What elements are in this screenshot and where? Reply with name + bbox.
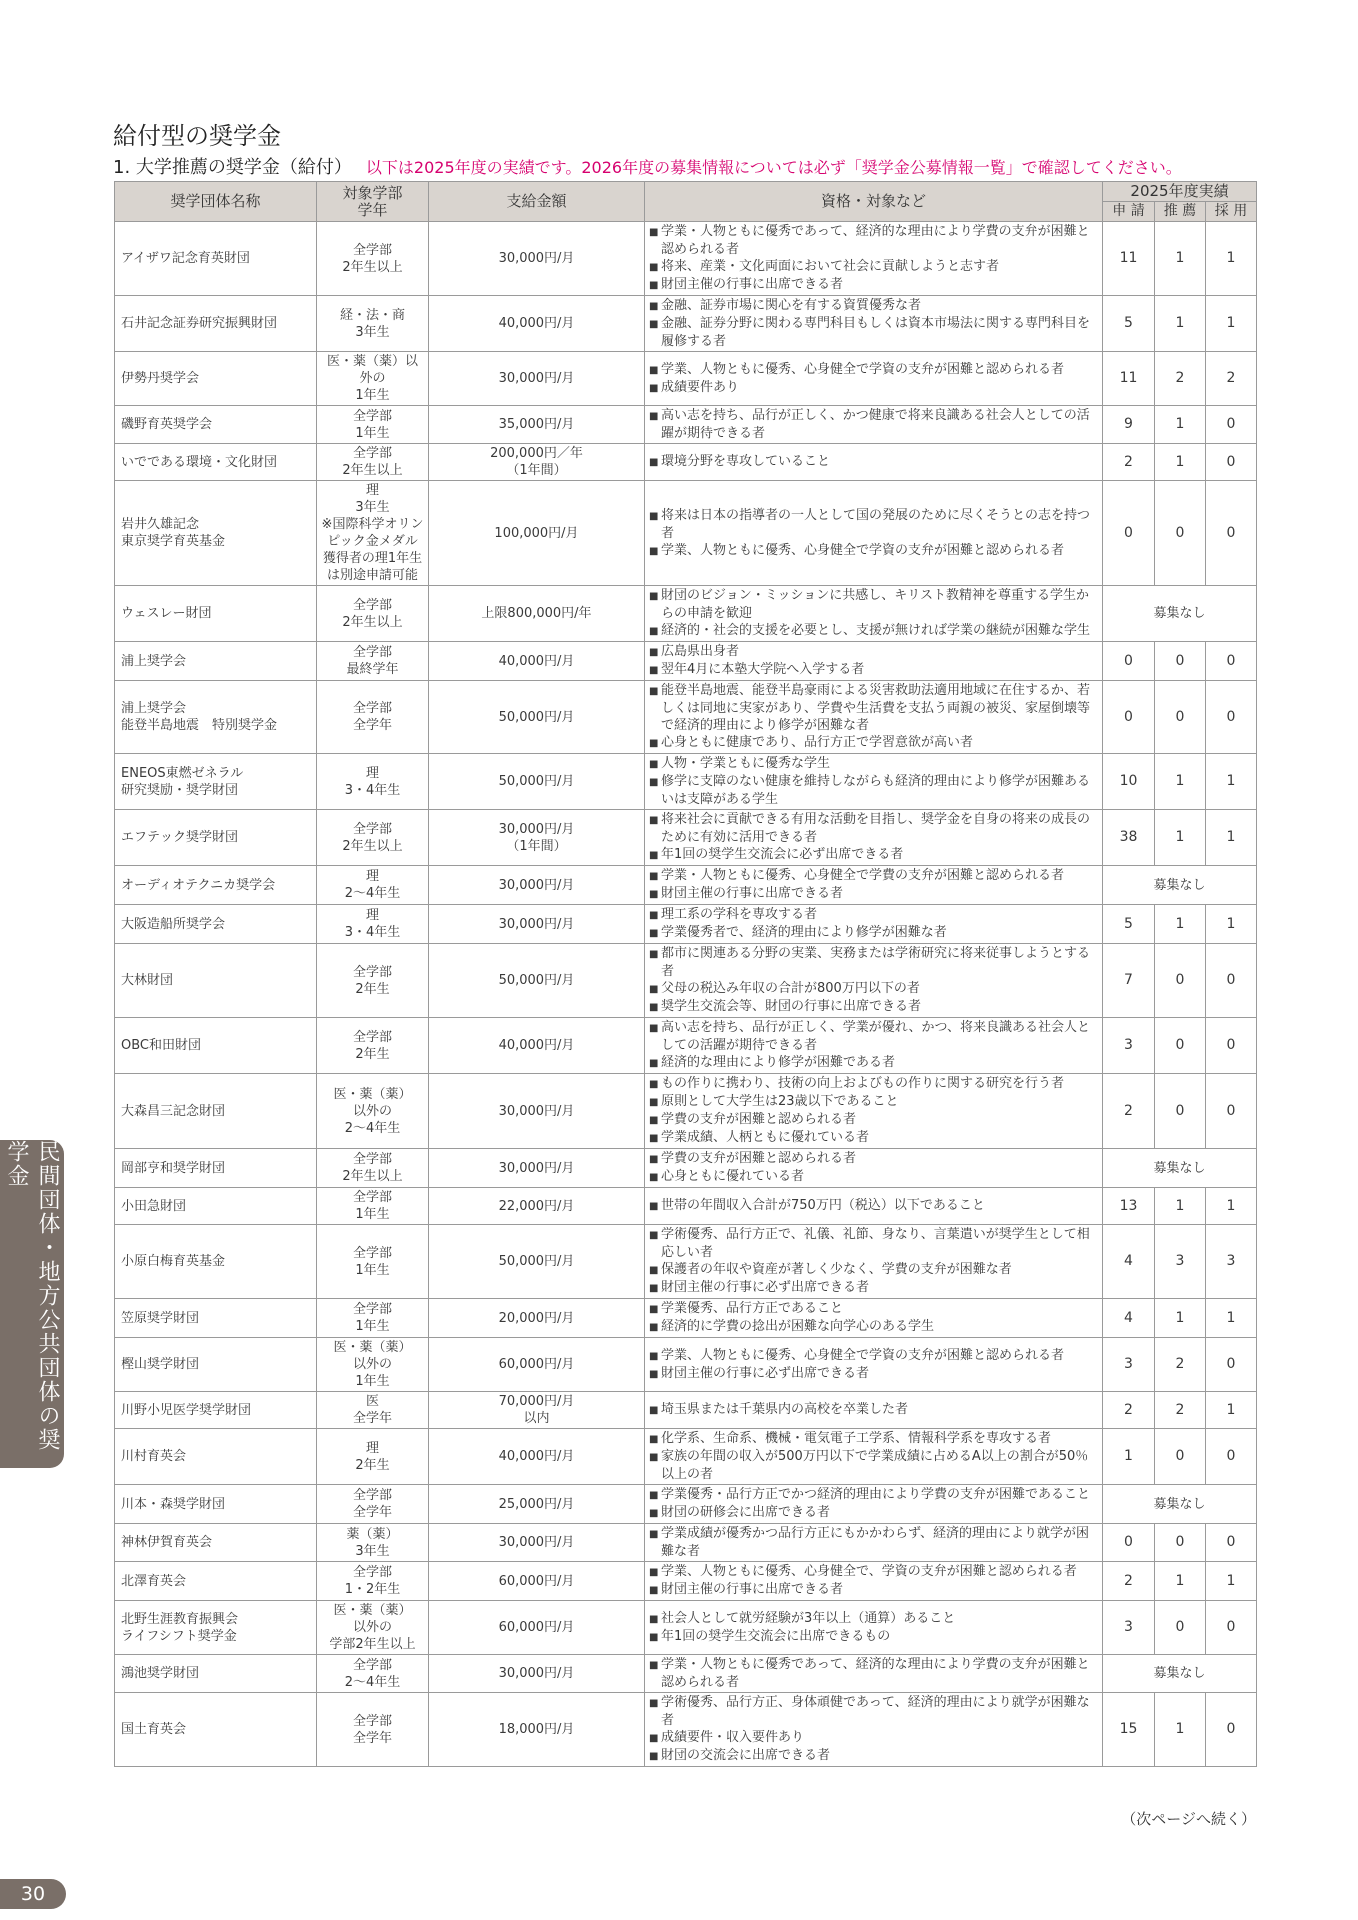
table-row (115, 1338, 1257, 1392)
table-row (115, 1074, 1257, 1149)
qualification-item: ■ 環境分野を専攻していること (649, 453, 1098, 471)
scholarship-table (114, 181, 1257, 1767)
qualification-item: ■ 社会人として就労経験が3年以上（通算）あること (649, 1610, 1098, 1628)
table-row (115, 1392, 1257, 1429)
no-recruitment: 募集なし (1103, 866, 1257, 905)
adopted-count: 1 (1206, 1562, 1257, 1601)
target-faculty-year: 理 3年生 ※国際科学オリン ピック金メダル 獲得者の理1年生 は別途申請可能 (317, 481, 429, 586)
qualification-item: ■ 広島県出身者 (649, 643, 1098, 661)
qualification-cell (645, 1524, 1103, 1562)
qualification-item: ■ もの作りに携わり、技術の向上およびもの作りに関する研究を行う者 (649, 1075, 1098, 1093)
payment-amount: 上限800,000円/年 (429, 586, 645, 642)
recommended-count: 0 (1155, 1074, 1206, 1149)
qualification-item: ■ 将来社会に貢献できる有用な活動を目指し、奨学金を自身の将来の成長のために有効に活用できる者 (649, 811, 1098, 846)
qualification-item: ■ 学術優秀、品行方正、身体頑健であって、経済的理由により就学が困難な者 (649, 1694, 1098, 1729)
applied-count: 0 (1103, 481, 1155, 586)
qualification-item: ■ 心身ともに優れている者 (649, 1168, 1098, 1186)
applied-count: 9 (1103, 406, 1155, 444)
applied-count: 3 (1103, 1338, 1155, 1392)
table-row (115, 754, 1257, 810)
recommended-count: 1 (1155, 406, 1206, 444)
continue-note: （次ページへ続く） (1121, 1810, 1256, 1828)
qualification-item: ■ 修学に支障のない健康を維持しながらも経済的理由により修学が困難あるいは支障がある学生 (649, 773, 1098, 808)
adopted-count: 1 (1206, 810, 1257, 866)
recommended-count: 0 (1155, 1018, 1206, 1074)
no-recruitment: 募集なし (1103, 1485, 1257, 1524)
qualification-item: ■ 学業成績が優秀かつ品行方正にもかかわらず、経済的理由により就学が困難な者 (649, 1525, 1098, 1560)
qualification-item: ■ 学業優秀・品行方正でかつ経済的理由により学費の支弁が困難であること (649, 1486, 1098, 1504)
section-note: 以下は2025年度の実績です。2026年度の募集情報については必ず「奨学金公募情報一覧」で確認してください。 (365, 158, 1182, 177)
no-recruitment: 募集なし (1103, 586, 1257, 642)
table-row (115, 1018, 1257, 1074)
recommended-count: 2 (1155, 1392, 1206, 1429)
table-row (115, 1655, 1257, 1693)
header-apply: 申 請 (1103, 202, 1155, 222)
qualification-cell (645, 1655, 1103, 1693)
target-faculty-year: 全学部 2年生 (317, 1018, 429, 1074)
applied-count: 0 (1103, 1524, 1155, 1562)
payment-amount: 60,000円/月 (429, 1601, 645, 1655)
recommended-count: 0 (1155, 1524, 1206, 1562)
recommended-count: 0 (1155, 642, 1206, 681)
payment-amount: 22,000円/月 (429, 1188, 645, 1225)
qualification-item: ■ 金融、証券分野に関わる専門科目もしくは資本市場法に関する専門科目を履修する者 (649, 315, 1098, 350)
target-faculty-year: 理 3・4年生 (317, 754, 429, 810)
table-row (115, 810, 1257, 866)
qualification-item: ■ 原則として大学生は23歳以下であること (649, 1093, 1098, 1111)
payment-amount: 20,000円/月 (429, 1299, 645, 1338)
adopted-count: 0 (1206, 1693, 1257, 1767)
applied-count: 4 (1103, 1299, 1155, 1338)
target-faculty-year: 全学部 2年生 (317, 944, 429, 1018)
scholarship-name: 伊勢丹奨学会 (115, 352, 317, 406)
adopted-count: 1 (1206, 905, 1257, 944)
scholarship-name: 大林財団 (115, 944, 317, 1018)
applied-count: 3 (1103, 1601, 1155, 1655)
payment-amount: 40,000円/月 (429, 296, 645, 352)
qualification-item: ■ 埼玉県または千葉県内の高校を卒業した者 (649, 1401, 1098, 1419)
qualification-item: ■ 学術優秀、品行方正で、礼儀、礼節、身なり、言葉遣いが奨学生として相応しい者 (649, 1226, 1098, 1261)
applied-count: 10 (1103, 754, 1155, 810)
qualification-item: ■ 学業・人物ともに優秀であって、経済的な理由により学費の支弁が困難と認められる者 (649, 223, 1098, 258)
target-faculty-year: 理 2～4年生 (317, 866, 429, 905)
recommended-count: 1 (1155, 1693, 1206, 1767)
table-row (115, 352, 1257, 406)
table-row (115, 905, 1257, 944)
table-row (115, 1225, 1257, 1299)
page-number: 30 (0, 1879, 66, 1909)
target-faculty-year: 理 2年生 (317, 1429, 429, 1485)
qualification-item: ■ 成績要件あり (649, 379, 1098, 397)
scholarship-name: 川野小児医学奨学財団 (115, 1392, 317, 1429)
qualification-cell (645, 1225, 1103, 1299)
target-faculty-year: 全学部 2年生以上 (317, 810, 429, 866)
scholarship-name: 大阪造船所奨学会 (115, 905, 317, 944)
qualification-item: ■ 高い志を持ち、品行が正しく、学業が優れ、かつ、将来良識ある社会人としての活躍が期待できる者 (649, 1019, 1098, 1054)
target-faculty-year: 全学部 2年生以上 (317, 586, 429, 642)
target-faculty-year: 全学部 1年生 (317, 406, 429, 444)
qualification-item: ■ 経済的・社会的支援を必要とし、支援が無ければ学業の継続が困難な学生 (649, 622, 1098, 640)
table-row (115, 586, 1257, 642)
qualification-cell (645, 481, 1103, 586)
target-faculty-year: 全学部 1年生 (317, 1225, 429, 1299)
target-faculty-year: 全学部 2～4年生 (317, 1655, 429, 1693)
applied-count: 2 (1103, 1392, 1155, 1429)
table-row (115, 1299, 1257, 1338)
adopted-count: 1 (1206, 1188, 1257, 1225)
qualification-item: ■ 学費の支弁が困難と認められる者 (649, 1150, 1098, 1168)
scholarship-name: 小原白梅育英基金 (115, 1225, 317, 1299)
payment-amount: 30,000円/月 (429, 352, 645, 406)
table-row (115, 681, 1257, 754)
applied-count: 7 (1103, 944, 1155, 1018)
adopted-count: 0 (1206, 1601, 1257, 1655)
applied-count: 0 (1103, 642, 1155, 681)
qualification-item: ■ 化学系、生命系、機械・電気電子工学系、情報科学系を専攻する者 (649, 1430, 1098, 1448)
scholarship-name: OBC和田財団 (115, 1018, 317, 1074)
scholarship-name: 浦上奨学会 能登半島地震 特別奨学金 (115, 681, 317, 754)
qualification-item: ■ 翌年4月に本塾大学院へ入学する者 (649, 661, 1098, 679)
scholarship-name: 岡部亨和奨学財団 (115, 1149, 317, 1188)
adopted-count: 0 (1206, 642, 1257, 681)
qualification-cell (645, 296, 1103, 352)
scholarship-name: ENEOS東燃ゼネラル 研究奨励・奨学財団 (115, 754, 317, 810)
qualification-cell (645, 352, 1103, 406)
scholarship-name: 浦上奨学会 (115, 642, 317, 681)
qualification-cell (645, 1074, 1103, 1149)
recommended-count: 2 (1155, 352, 1206, 406)
qualification-cell (645, 444, 1103, 481)
scholarship-name: 磯野育英奨学会 (115, 406, 317, 444)
target-faculty-year: 全学部 1年生 (317, 1299, 429, 1338)
adopted-count: 0 (1206, 481, 1257, 586)
table-row (115, 1562, 1257, 1601)
qualification-item: ■ 経済的な理由により修学が困難である者 (649, 1054, 1098, 1072)
scholarship-name: 石井記念証券研究振興財団 (115, 296, 317, 352)
qualification-item: ■ 財団主催の行事に出席できる者 (649, 885, 1098, 903)
table-row (115, 1524, 1257, 1562)
adopted-count: 0 (1206, 1018, 1257, 1074)
target-faculty-year: 医・薬（薬） 以外の 学部2年生以上 (317, 1601, 429, 1655)
payment-amount: 50,000円/月 (429, 681, 645, 754)
qualification-item: ■ 財団主催の行事に出席できる者 (649, 276, 1098, 294)
payment-amount: 40,000円/月 (429, 1429, 645, 1485)
payment-amount: 50,000円/月 (429, 754, 645, 810)
recommended-count: 1 (1155, 810, 1206, 866)
qualification-item: ■ 将来、産業・文化両面において社会に貢献しようと志す者 (649, 258, 1098, 276)
recommended-count: 0 (1155, 681, 1206, 754)
no-recruitment: 募集なし (1103, 1655, 1257, 1693)
recommended-count: 0 (1155, 944, 1206, 1018)
qualification-item: ■ 財団のビジョン・ミッションに共感し、キリスト教精神を尊重する学生からの申請を歓迎 (649, 587, 1098, 622)
payment-amount: 60,000円/月 (429, 1338, 645, 1392)
target-faculty-year: 全学部 全学年 (317, 681, 429, 754)
scholarship-name: 北澤育英会 (115, 1562, 317, 1601)
side-category-tab (0, 1140, 64, 1468)
recommended-count: 2 (1155, 1338, 1206, 1392)
table-row (115, 1601, 1257, 1655)
applied-count: 3 (1103, 1018, 1155, 1074)
scholarship-name: 川村育英会 (115, 1429, 317, 1485)
payment-amount: 30,000円/月 (429, 222, 645, 296)
qualification-item: ■ 学業優秀、品行方正であること (649, 1300, 1098, 1318)
adopted-count: 0 (1206, 681, 1257, 754)
target-faculty-year: 理 3・4年生 (317, 905, 429, 944)
adopted-count: 1 (1206, 1299, 1257, 1338)
no-recruitment: 募集なし (1103, 1149, 1257, 1188)
qualification-item: ■ 経済的に学費の捻出が困難な向学心のある学生 (649, 1318, 1098, 1336)
recommended-count: 0 (1155, 1429, 1206, 1485)
section-title: 1. 大学推薦の奨学金（給付） (113, 157, 352, 178)
recommended-count: 1 (1155, 1188, 1206, 1225)
applied-count: 4 (1103, 1225, 1155, 1299)
qualification-item: ■ 世帯の年間収入合計が750万円（税込）以下であること (649, 1197, 1098, 1215)
scholarship-name: 笠原奨学財団 (115, 1299, 317, 1338)
qualification-item: ■ 将来は日本の指導者の一人として国の発展のために尽くそうとの志を持つ者 (649, 507, 1098, 542)
payment-amount: 18,000円/月 (429, 1693, 645, 1767)
applied-count: 2 (1103, 444, 1155, 481)
applied-count: 1 (1103, 1429, 1155, 1485)
adopted-count: 1 (1206, 222, 1257, 296)
qualification-item: ■ 学費の支弁が困難と認められる者 (649, 1111, 1098, 1129)
target-faculty-year: 全学部 2年生以上 (317, 1149, 429, 1188)
qualification-item: ■ 財団の研修会に出席できる者 (649, 1504, 1098, 1522)
adopted-count: 0 (1206, 406, 1257, 444)
payment-amount: 25,000円/月 (429, 1485, 645, 1524)
qualification-cell (645, 681, 1103, 754)
qualification-cell (645, 810, 1103, 866)
table-row (115, 481, 1257, 586)
applied-count: 5 (1103, 296, 1155, 352)
scholarship-name: 国土育英会 (115, 1693, 317, 1767)
qualification-item: ■ 都市に関連ある分野の実業、実務または学術研究に将来従事しようとする者 (649, 945, 1098, 980)
adopted-count: 0 (1206, 444, 1257, 481)
table-row (115, 296, 1257, 352)
table-row (115, 642, 1257, 681)
adopted-count: 0 (1206, 1429, 1257, 1485)
applied-count: 2 (1103, 1074, 1155, 1149)
table-row (115, 866, 1257, 905)
target-faculty-year: 全学部 最終学年 (317, 642, 429, 681)
qualification-item: ■ 年1回の奨学生交流会に必ず出席できる者 (649, 846, 1098, 864)
scholarship-name: 小田急財団 (115, 1188, 317, 1225)
qualification-cell (645, 1149, 1103, 1188)
recommended-count: 0 (1155, 481, 1206, 586)
target-faculty-year: 全学部 2年生以上 (317, 444, 429, 481)
qualification-item: ■ 能登半島地震、能登半島豪雨による災害救助法適用地域に在住するか、若しくは同地に実家があり、学費や生活費を支払う両親の被災、家屋倒壊等で経済的理由により修学が困難な者 (649, 682, 1098, 734)
qualification-item: ■ 財団主催の行事に出席できる者 (649, 1581, 1098, 1599)
payment-amount: 30,000円/月 (429, 866, 645, 905)
target-faculty-year: 全学部 1・2年生 (317, 1562, 429, 1601)
payment-amount: 60,000円/月 (429, 1562, 645, 1601)
qualification-item: ■ 財団主催の行事に必ず出席できる者 (649, 1279, 1098, 1297)
scholarship-name: 北野生涯教育振興会 ライフシフト奨学金 (115, 1601, 317, 1655)
qualification-item: ■ 金融、証券市場に関心を有する資質優秀な者 (649, 297, 1098, 315)
payment-amount: 35,000円/月 (429, 406, 645, 444)
applied-count: 15 (1103, 1693, 1155, 1767)
scholarship-name: オーディオテクニカ奨学会 (115, 866, 317, 905)
qualification-item: ■ 理工系の学科を専攻する者 (649, 906, 1098, 924)
adopted-count: 1 (1206, 754, 1257, 810)
qualification-cell (645, 642, 1103, 681)
applied-count: 11 (1103, 222, 1155, 296)
target-faculty-year: 医・薬（薬） 以外の 2～4年生 (317, 1074, 429, 1149)
qualification-item: ■ 奨学生交流会等、財団の行事に出席できる者 (649, 998, 1098, 1016)
qualification-item: ■ 心身ともに健康であり、品行方正で学習意欲が高い者 (649, 734, 1098, 752)
payment-amount: 40,000円/月 (429, 1018, 645, 1074)
qualification-cell (645, 866, 1103, 905)
recommended-count: 1 (1155, 222, 1206, 296)
header-results: 2025年度実績 (1103, 182, 1257, 202)
qualification-item: ■ 家族の年間の収入が500万円以下で学業成績に占めるA以上の割合が50％以上の者 (649, 1448, 1098, 1483)
payment-amount: 50,000円/月 (429, 944, 645, 1018)
qualification-item: ■ 学業、人物ともに優秀、心身健全で学資の支弁が困難と認められる者 (649, 361, 1098, 379)
payment-amount: 40,000円/月 (429, 642, 645, 681)
header-qualification: 資格・対象など (645, 182, 1103, 222)
header-target: 対象学部 学年 (317, 182, 429, 222)
adopted-count: 3 (1206, 1225, 1257, 1299)
qualification-item: ■ 学業優秀者で、経済的理由により修学が困難な者 (649, 924, 1098, 942)
scholarship-name: 川本・森奨学財団 (115, 1485, 317, 1524)
qualification-item: ■ 高い志を持ち、品行が正しく、かつ健康で将来良識ある社会人としての活躍が期待できる者 (649, 407, 1098, 442)
qualification-item: ■ 学業、人物ともに優秀、心身健全で学資の支弁が困難と認められる者 (649, 1347, 1098, 1365)
qualification-cell (645, 1338, 1103, 1392)
qualification-item: ■ 財団主催の行事に必ず出席できる者 (649, 1365, 1098, 1383)
qualification-item: ■ 財団の交流会に出席できる者 (649, 1747, 1098, 1765)
payment-amount: 30,000円/月 (429, 1149, 645, 1188)
qualification-cell (645, 586, 1103, 642)
payment-amount: 50,000円/月 (429, 1225, 645, 1299)
table-row (115, 944, 1257, 1018)
table-row (115, 444, 1257, 481)
adopted-count: 0 (1206, 944, 1257, 1018)
table-row (115, 1149, 1257, 1188)
target-faculty-year: 医 全学年 (317, 1392, 429, 1429)
applied-count: 0 (1103, 681, 1155, 754)
qualification-item: ■ 成績要件・収入要件あり (649, 1729, 1098, 1747)
recommended-count: 1 (1155, 1299, 1206, 1338)
table-row (115, 406, 1257, 444)
qualification-cell (645, 1693, 1103, 1767)
qualification-cell (645, 1392, 1103, 1429)
qualification-cell (645, 406, 1103, 444)
table-row (115, 1693, 1257, 1767)
table-header-row (115, 182, 1257, 202)
payment-amount: 70,000円/月 以内 (429, 1392, 645, 1429)
target-faculty-year: 医・薬（薬）以外の 1年生 (317, 352, 429, 406)
adopted-count: 2 (1206, 352, 1257, 406)
qualification-cell (645, 1485, 1103, 1524)
recommended-count: 1 (1155, 905, 1206, 944)
scholarship-name: 大森昌三記念財団 (115, 1074, 317, 1149)
qualification-item: ■ 学業・人物ともに優秀、心身健全で学費の支弁が困難と認められる者 (649, 867, 1098, 885)
payment-amount: 30,000円/月 (429, 1655, 645, 1693)
qualification-cell (645, 754, 1103, 810)
header-amount: 支給金額 (429, 182, 645, 222)
table-row (115, 1485, 1257, 1524)
applied-count: 5 (1103, 905, 1155, 944)
header-adopt: 採 用 (1206, 202, 1257, 222)
table-row (115, 1188, 1257, 1225)
recommended-count: 1 (1155, 444, 1206, 481)
payment-amount: 30,000円/月 （1年間） (429, 810, 645, 866)
recommended-count: 1 (1155, 1562, 1206, 1601)
applied-count: 13 (1103, 1188, 1155, 1225)
target-faculty-year: 全学部 全学年 (317, 1485, 429, 1524)
qualification-cell (645, 1299, 1103, 1338)
recommended-count: 1 (1155, 754, 1206, 810)
qualification-cell (645, 222, 1103, 296)
scholarship-name: エフテック奨学財団 (115, 810, 317, 866)
qualification-item: ■ 学業成績、人柄ともに優れている者 (649, 1129, 1098, 1147)
table-body (115, 222, 1257, 1767)
qualification-cell (645, 1601, 1103, 1655)
adopted-count: 0 (1206, 1074, 1257, 1149)
page-title: 給付型の奨学金 (113, 122, 281, 150)
target-faculty-year: 経・法・商 3年生 (317, 296, 429, 352)
target-faculty-year: 全学部 2年生以上 (317, 222, 429, 296)
target-faculty-year: 薬（薬） 3年生 (317, 1524, 429, 1562)
applied-count: 11 (1103, 352, 1155, 406)
qualification-cell (645, 1429, 1103, 1485)
recommended-count: 3 (1155, 1225, 1206, 1299)
payment-amount: 30,000円/月 (429, 1074, 645, 1149)
scholarship-name: 神林伊賀育英会 (115, 1524, 317, 1562)
adopted-count: 0 (1206, 1524, 1257, 1562)
adopted-count: 1 (1206, 296, 1257, 352)
qualification-cell (645, 1188, 1103, 1225)
qualification-item: ■ 人物・学業ともに優秀な学生 (649, 755, 1098, 773)
qualification-cell (645, 1018, 1103, 1074)
scholarship-name: ウェスレー財団 (115, 586, 317, 642)
adopted-count: 0 (1206, 1338, 1257, 1392)
section-heading (113, 153, 1182, 179)
qualification-item: ■ 保護者の年収や資産が著しく少なく、学費の支弁が困難な者 (649, 1261, 1098, 1279)
scholarship-name: いでである環境・文化財団 (115, 444, 317, 481)
qualification-item: ■ 学業、人物ともに優秀、心身健全で、学資の支弁が困難と認められる者 (649, 1563, 1098, 1581)
qualification-cell (645, 905, 1103, 944)
qualification-item: ■ 学業・人物ともに優秀であって、経済的な理由により学費の支弁が困難と認められる者 (649, 1656, 1098, 1691)
qualification-item: ■ 年1回の奨学生交流会に出席できるもの (649, 1628, 1098, 1646)
applied-count: 2 (1103, 1562, 1155, 1601)
payment-amount: 200,000円／年 （1年間） (429, 444, 645, 481)
header-name: 奨学団体名称 (115, 182, 317, 222)
scholarship-name: 樫山奨学財団 (115, 1338, 317, 1392)
target-faculty-year: 医・薬（薬） 以外の 1年生 (317, 1338, 429, 1392)
qualification-item: ■ 学業、人物ともに優秀、心身健全で学資の支弁が困難と認められる者 (649, 542, 1098, 560)
payment-amount: 100,000円/月 (429, 481, 645, 586)
scholarship-name: 鴻池奨学財団 (115, 1655, 317, 1693)
table-row (115, 222, 1257, 296)
side-category-label: 民間団体・地方公共団体の奨学金 (4, 1140, 60, 1452)
target-faculty-year: 全学部 全学年 (317, 1693, 429, 1767)
scholarship-name: 岩井久雄記念 東京奨学育英基金 (115, 481, 317, 586)
qualification-cell (645, 944, 1103, 1018)
recommended-count: 1 (1155, 296, 1206, 352)
table-row (115, 1429, 1257, 1485)
target-faculty-year: 全学部 1年生 (317, 1188, 429, 1225)
payment-amount: 30,000円/月 (429, 1524, 645, 1562)
header-recommend: 推 薦 (1155, 202, 1206, 222)
recommended-count: 0 (1155, 1601, 1206, 1655)
scholarship-name: アイザワ記念育英財団 (115, 222, 317, 296)
adopted-count: 1 (1206, 1392, 1257, 1429)
payment-amount: 30,000円/月 (429, 905, 645, 944)
qualification-item: ■ 父母の税込み年収の合計が800万円以下の者 (649, 980, 1098, 998)
qualification-cell (645, 1562, 1103, 1601)
applied-count: 38 (1103, 810, 1155, 866)
